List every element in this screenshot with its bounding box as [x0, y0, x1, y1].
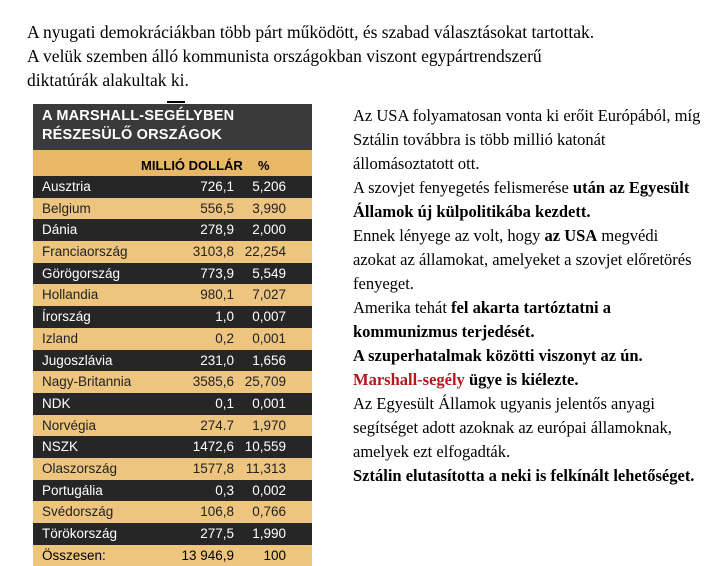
paragraph-3-a: Ennek lényege az volt, hogy: [353, 226, 545, 245]
table-row: [33, 458, 312, 480]
paragraph-6: Az Egyesült Államok ugyanis jelentős anyagi segítséget adott azoknak az európai államoknak, amelyek ezt elfogadták.: [353, 394, 672, 461]
table-row: [33, 350, 312, 372]
cell-country: Portugália: [42, 482, 103, 498]
table-row: [33, 241, 312, 263]
cell-money: 980,1: [200, 287, 234, 303]
cell-country: NDK: [42, 395, 71, 411]
cell-money: 0,1: [215, 395, 234, 411]
cell-country: Hollandia: [42, 287, 99, 303]
cell-pct: 0,002: [252, 482, 286, 498]
decorative-dash: [167, 101, 185, 103]
marshall-aid-table: [33, 104, 312, 563]
paragraph-5-a: A szuperhatalmak közötti viszonyt az ún.: [353, 346, 643, 365]
paragraph-5-c: ügye is kiélezte.: [464, 370, 579, 389]
cell-pct: 5,206: [252, 179, 286, 194]
cell-country: Görögország: [42, 265, 121, 281]
cell-money: 1,0: [215, 309, 234, 325]
cell-pct: 0,007: [252, 309, 286, 325]
cell-country: Svédország: [42, 504, 114, 520]
cell-country: Jugoszlávia: [42, 352, 113, 368]
paragraph-5: [353, 344, 703, 392]
marshall-aid-term: Marshall-segély: [353, 370, 465, 389]
cell-money: 3103,8: [192, 244, 234, 260]
cell-country: Norvégia: [42, 417, 97, 433]
paragraph-3: [353, 224, 703, 296]
cell-pct: 11,313: [245, 460, 286, 476]
table-row: [33, 523, 312, 545]
table-title-line-2: RÉSZESÜLŐ ORSZÁGOK: [42, 127, 223, 143]
cell-country: Dánia: [42, 222, 78, 238]
cell-money: 278,9: [200, 222, 234, 238]
cell-money: 1577,8: [192, 460, 234, 476]
cell-country: Olaszország: [42, 460, 118, 476]
paragraph-2-b: után az Egyesült Államok új külpolitikába kezdett.: [353, 178, 690, 221]
table-row: [33, 263, 312, 285]
cell-pct: 0,001: [252, 330, 286, 346]
cell-country: Franciaország: [42, 244, 128, 260]
cell-country: Összesen:: [42, 547, 106, 563]
table-title: [33, 104, 312, 150]
table-row: [33, 198, 312, 220]
table-row: [33, 306, 312, 328]
table-row: [33, 501, 312, 523]
cell-money: 556,5: [200, 200, 234, 216]
cell-money: 106,8: [200, 504, 234, 520]
table-column-header: [33, 154, 312, 176]
paragraph-4-b: fel akarta tartóztatni a kommunizmus terjedését.: [353, 298, 611, 341]
cell-country: Belgium: [42, 200, 91, 216]
cell-country: Ausztria: [42, 179, 91, 194]
paragraph-7: Sztálin elutasította a neki is felkínált lehetőséget.: [353, 466, 695, 485]
table-row: [33, 328, 312, 350]
cell-money: 231,0: [200, 352, 234, 368]
cell-pct: 22,254: [244, 244, 286, 260]
cell-pct: 1,970: [252, 417, 286, 433]
cell-pct: 1,990: [252, 526, 286, 541]
paragraph-2-a: A szovjet fenyegetés felismerése: [353, 178, 573, 197]
table-row: [33, 219, 312, 241]
paragraph-1: Az USA folyamatosan vonta ki erőit Európából, míg Sztálin továbbra is több millió katonát állomásoztatott ott.: [353, 106, 701, 173]
cell-money: 277,5: [200, 526, 234, 541]
cell-money: 274.7: [200, 417, 234, 433]
table-row: [33, 415, 312, 437]
right-text: [353, 104, 703, 488]
cell-country: Izland: [42, 330, 79, 346]
cell-country: Törökország: [42, 526, 118, 541]
paragraph-4-a: Amerika tehát: [353, 298, 452, 317]
paragraph-3-c: megvédi azokat az államokat, amelyeket a szovjet előretörés fenyeget.: [353, 226, 692, 293]
paragraph-4: [353, 296, 703, 344]
table-row: [33, 176, 312, 198]
paragraph-2: [353, 176, 703, 224]
cell-pct: 0,766: [252, 504, 286, 520]
column-header-money: MILLIÓ DOLLÁR: [141, 158, 243, 173]
intro-text: [27, 20, 707, 92]
table-row: [33, 284, 312, 306]
intro-line-1: A nyugati demokráciákban több párt működött, és szabad választásokat tartottak.: [27, 22, 595, 42]
cell-money: 1472,6: [192, 439, 234, 455]
table-rows: [33, 176, 312, 566]
cell-pct: 0,001: [252, 395, 286, 411]
intro-line-2: A velük szemben álló kommunista országokban viszont egypártrendszerű: [27, 46, 542, 66]
column-header-percent: %: [258, 158, 270, 173]
cell-pct: 10,559: [244, 439, 286, 455]
cell-money: 0,3: [215, 482, 234, 498]
cell-money: 0,2: [215, 330, 234, 346]
cell-pct: 7,027: [252, 287, 286, 303]
cell-money: 773,9: [200, 265, 234, 281]
cell-money: 13 946,9: [181, 547, 234, 563]
cell-pct: 3,990: [252, 200, 286, 216]
cell-country: Írország: [42, 309, 91, 325]
cell-country: Nagy-Britannia: [42, 374, 132, 390]
intro-line-3: diktatúrák alakultak ki.: [27, 70, 189, 90]
cell-money: 3585,6: [192, 374, 234, 390]
cell-pct: 25,709: [244, 374, 286, 390]
cell-pct: 5,549: [252, 265, 286, 281]
table-row: [33, 371, 312, 393]
cell-country: NSZK: [42, 439, 79, 455]
cell-money: 726,1: [200, 179, 234, 194]
table-row: [33, 480, 312, 502]
table-row: [33, 393, 312, 415]
cell-pct: 2,000: [252, 222, 286, 238]
table-row: [33, 436, 312, 458]
paragraph-3-b: az USA: [544, 226, 598, 245]
cell-pct: 100: [263, 547, 286, 563]
table-total-row: [33, 545, 312, 566]
table-title-line-1: A MARSHALL-SEGÉLYBEN: [42, 108, 235, 124]
cell-pct: 1,656: [252, 352, 286, 368]
